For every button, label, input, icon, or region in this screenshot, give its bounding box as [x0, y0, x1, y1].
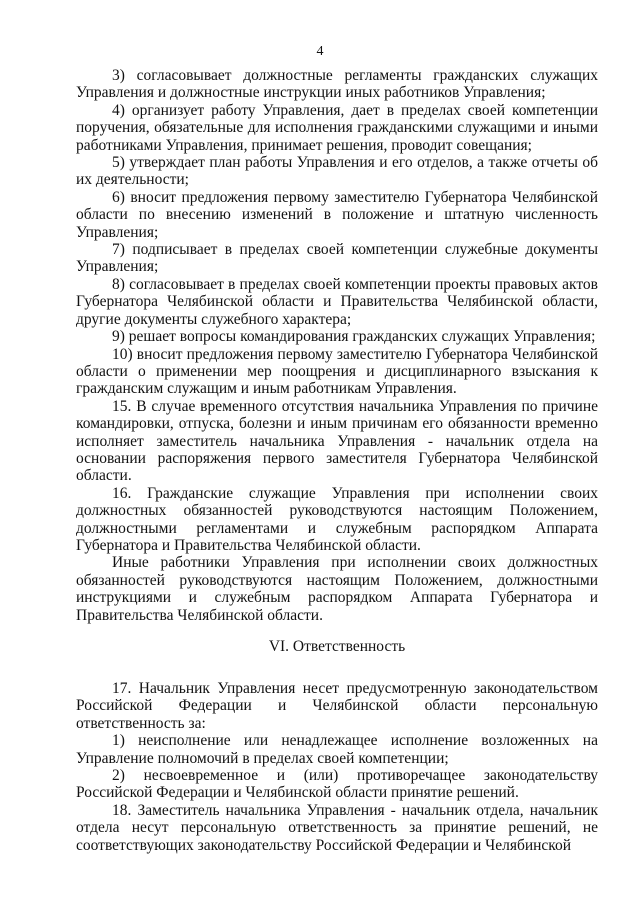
paragraph-other-employees: Иные работники Управления при исполнении своих должностных обязанностей руководствуются настоящим Положением, должностными инструкциями и служебным распорядком Аппарата Губернатора и Правительства Челябинской области.: [76, 554, 598, 624]
paragraph-liability-1: 1) неисполнение или ненадлежащее исполнение возложенных на Управление полномочий в пределах своей компетенции;: [76, 732, 598, 767]
paragraph-item-9: 9) решает вопросы командирования гражданских служащих Управления;: [112, 328, 596, 346]
paragraph-clause-16: 16. Гражданские служащие Управления при исполнении своих должностных обязанностей руководствуются настоящим Положением, должностными регламентами и служебным распорядком Аппарата Губернатора и Правительства Челябинской области.: [76, 484, 598, 554]
paragraph-item-5: 5) утверждает план работы Управления и его отделов, а также отчеты об их деятельности;: [76, 154, 598, 189]
paragraph-liability-2: 2) несвоевременное и (или) противоречащее законодательству Российской Федерации и Челябинской области принятие решений.: [76, 767, 598, 802]
paragraph-item-7: 7) подписывает в пределах своей компетенции служебные документы Управления;: [76, 241, 598, 276]
document-body: [76, 67, 598, 854]
paragraph-item-3: 3) согласовывает должностные регламенты гражданских служащих Управления и должностные инструкции иных работников Управления;: [76, 67, 598, 102]
paragraph-item-10: 10) вносит предложения первому заместителю Губернатора Челябинской области о применении мер поощрения и дисциплинарного взыскания к гражданским служащим и иным работникам Управления.: [76, 345, 598, 398]
paragraph-item-4: 4) организует работу Управления, дает в пределах своей компетенции поручения, обязательные для исполнения гражданскими служащими и иными работниками Управления, принимает решения, проводит совещания;: [76, 101, 598, 154]
page-number: 4: [316, 44, 324, 59]
paragraph-item-8: 8) согласовывает в пределах своей компетенции проекты правовых актов Губернатора Челябинской области и Правительства Челябинской области, другие документы служебного характера;: [76, 275, 598, 328]
section-heading: VI. Ответственность: [268, 638, 406, 655]
paragraph-item-6: 6) вносит предложения первому заместителю Губернатора Челябинской области по внесению изменений в положение и штатную численность Управления;: [76, 188, 598, 241]
paragraph-clause-18: 18. Заместитель начальника Управления - начальник отдела, начальник отдела несут персональную ответственность за принятие решений, не соответствующих законодательству Российской Федерации и Челябинской: [76, 801, 598, 854]
paragraph-clause-15: 15. В случае временного отсутствия начальника Управления по причине командировки, отпуска, болезни и иным причинам его обязанности временно исполняет заместитель начальника Управления - начальник отдела на основании распоряжения первого заместителя Губернатора Челябинской области.: [76, 397, 598, 485]
paragraph-clause-17: 17. Начальник Управления несет предусмотренную законодательством Российской Федерации и Челябинской области персональную ответственность за:: [76, 680, 598, 732]
